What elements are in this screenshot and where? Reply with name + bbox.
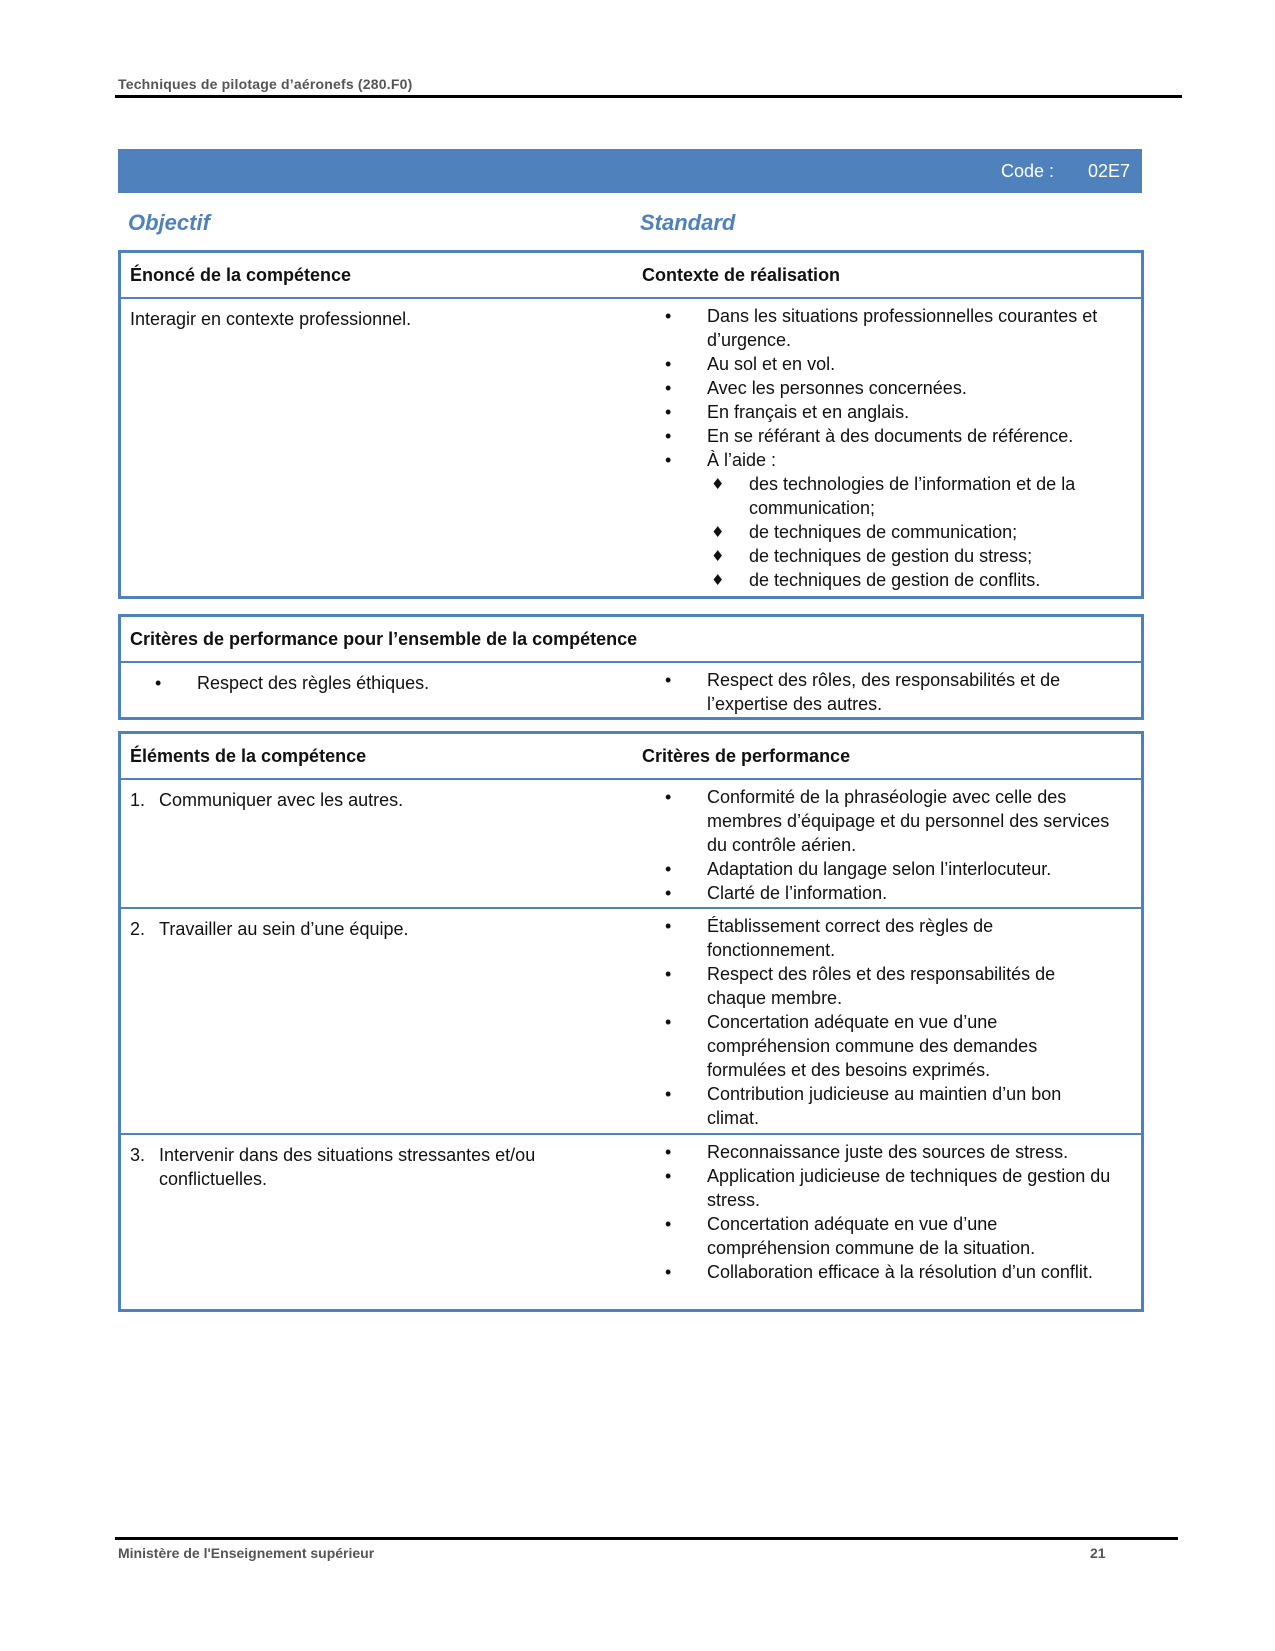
list-item bbox=[665, 1140, 1117, 1164]
element-row-2 bbox=[121, 909, 1141, 1135]
element-1 bbox=[130, 788, 629, 812]
criteres-ensemble-header bbox=[121, 617, 1141, 663]
criteres-ensemble-box bbox=[118, 614, 1144, 720]
list-item bbox=[665, 376, 1117, 400]
aide-item-text: de techniques de communication; bbox=[749, 522, 1018, 542]
criteria-text: Établissement correct des règles de fonctionnement. bbox=[707, 916, 994, 960]
list-item bbox=[665, 668, 1117, 716]
element-text: Travailler au sein d’une équipe. bbox=[159, 919, 409, 939]
list-item bbox=[665, 881, 1117, 905]
list-item bbox=[665, 1212, 1117, 1260]
heading-objectif: Objectif bbox=[128, 210, 210, 235]
list-item bbox=[665, 520, 1117, 544]
criteres-right-text: Respect des rôles, des responsabilités et de l’expertise des autres. bbox=[707, 670, 1061, 714]
enonce-box-header bbox=[121, 253, 1141, 299]
element-number: 2. bbox=[130, 919, 146, 939]
enonce-title: Énoncé de la compétence bbox=[130, 265, 352, 285]
page-number: 21 bbox=[1090, 1545, 1106, 1561]
element-number: 1. bbox=[130, 790, 146, 810]
bullet-icon: • bbox=[665, 964, 672, 984]
bullet-icon: • bbox=[665, 883, 672, 903]
context-item-text: En français et en anglais. bbox=[707, 402, 910, 422]
contexte-title: Contexte de réalisation bbox=[642, 265, 841, 285]
bullet-icon: • bbox=[665, 787, 672, 807]
elements-box bbox=[118, 731, 1144, 1312]
bullet-icon: • bbox=[665, 426, 672, 446]
criteria-text: Clarté de l’information. bbox=[707, 883, 888, 903]
bullet-icon: • bbox=[155, 673, 162, 693]
criteria-text: Adaptation du langage selon l’interlocuteur. bbox=[707, 859, 1052, 879]
element-text: Intervenir dans des situations stressantes et/ou conflictuelles. bbox=[159, 1145, 536, 1189]
element-number: 3. bbox=[130, 1145, 146, 1165]
competence-statement: Interagir en contexte professionnel. bbox=[130, 309, 412, 329]
aide-item-text: de techniques de gestion du stress; bbox=[749, 546, 1033, 566]
criteria-text: Reconnaissance juste des sources de stress. bbox=[707, 1142, 1069, 1162]
criteres-performance-title: Critères de performance bbox=[642, 746, 851, 766]
aide-item-text: des technologies de l’information et de la communication; bbox=[749, 474, 1076, 518]
list-item bbox=[665, 962, 1117, 1010]
bullet-icon: • bbox=[665, 1262, 672, 1282]
list-item bbox=[665, 1010, 1117, 1082]
bullet-icon: • bbox=[665, 354, 672, 374]
diamond-icon: ♦ bbox=[711, 547, 725, 565]
criteria-text: Concertation adéquate en vue d’une compréhension commune de la situation. bbox=[707, 1214, 1036, 1258]
criteria-text: Respect des rôles et des responsabilités de chaque membre. bbox=[707, 964, 1056, 1008]
aide-item-text: de techniques de gestion de conflits. bbox=[749, 570, 1041, 590]
criteres-ensemble-row bbox=[121, 663, 1141, 715]
criteria-text: Collaboration efficace à la résolution d’un conflit. bbox=[707, 1262, 1093, 1282]
criteres-right-list bbox=[665, 668, 1117, 716]
elements-title: Éléments de la compétence bbox=[130, 746, 367, 766]
list-item bbox=[665, 1082, 1117, 1130]
bullet-icon: • bbox=[665, 450, 672, 470]
bullet-icon: • bbox=[665, 1012, 672, 1032]
diamond-icon: ♦ bbox=[711, 475, 725, 493]
bullet-icon: • bbox=[665, 1142, 672, 1162]
document-header-title: Techniques de pilotage d’aéronefs (280.F0) bbox=[118, 76, 413, 92]
criteria-text: Concertation adéquate en vue d’une compréhension commune des demandes formulées et des besoins exprimés. bbox=[707, 1012, 1038, 1080]
footer-rule bbox=[115, 1537, 1178, 1540]
code-label: Code : bbox=[1000, 161, 1054, 181]
bullet-icon: • bbox=[665, 402, 672, 422]
context-item-text: En se référant à des documents de référence. bbox=[707, 426, 1074, 446]
criteres-left-text: Respect des règles éthiques. bbox=[197, 673, 430, 693]
criteria-list-3 bbox=[665, 1140, 1117, 1284]
list-item bbox=[665, 914, 1117, 962]
bullet-icon: • bbox=[665, 306, 672, 326]
context-item-text: À l’aide : bbox=[707, 450, 777, 470]
criteria-list-2 bbox=[665, 914, 1117, 1130]
criteres-left-item bbox=[155, 671, 657, 695]
elements-box-header bbox=[121, 734, 1141, 780]
list-item bbox=[665, 448, 1117, 592]
list-item bbox=[665, 1164, 1117, 1212]
code-banner bbox=[118, 149, 1142, 193]
bullet-icon: • bbox=[665, 1214, 672, 1234]
element-2 bbox=[130, 917, 629, 941]
context-item-text: Avec les personnes concernées. bbox=[707, 378, 967, 398]
list-item bbox=[665, 544, 1117, 568]
element-text: Communiquer avec les autres. bbox=[159, 790, 404, 810]
bullet-icon: • bbox=[665, 916, 672, 936]
list-item bbox=[665, 472, 1117, 520]
list-item bbox=[665, 785, 1117, 857]
contexte-list bbox=[665, 304, 1117, 592]
bullet-icon: • bbox=[665, 1084, 672, 1104]
diamond-icon: ♦ bbox=[711, 523, 725, 541]
enonce-box bbox=[118, 250, 1144, 599]
footer-ministry: Ministère de l'Enseignement supérieur bbox=[118, 1545, 375, 1561]
bullet-icon: • bbox=[665, 1166, 672, 1186]
criteria-text: Conformité de la phraséologie avec celle des membres d’équipage et du personnel des services du contrôle aérien. bbox=[707, 787, 1110, 855]
aide-sublist bbox=[707, 472, 1117, 592]
criteria-text: Contribution judicieuse au maintien d’un bon climat. bbox=[707, 1084, 1062, 1128]
criteria-text: Application judicieuse de techniques de gestion du stress. bbox=[707, 1166, 1111, 1210]
context-item-text: Dans les situations professionnelles courantes et d’urgence. bbox=[707, 306, 1098, 350]
list-item bbox=[665, 304, 1117, 352]
list-item bbox=[665, 400, 1117, 424]
bullet-icon: • bbox=[665, 670, 672, 690]
element-row-1 bbox=[121, 780, 1141, 909]
heading-standard: Standard bbox=[640, 210, 736, 235]
element-3 bbox=[130, 1143, 629, 1191]
element-row-3 bbox=[121, 1135, 1141, 1307]
context-item-text: Au sol et en vol. bbox=[707, 354, 836, 374]
criteria-list-1 bbox=[665, 785, 1117, 905]
header-rule bbox=[115, 95, 1182, 98]
bullet-icon: • bbox=[665, 378, 672, 398]
list-item bbox=[665, 352, 1117, 376]
diamond-icon: ♦ bbox=[711, 571, 725, 589]
list-item bbox=[665, 1260, 1117, 1284]
enonce-row bbox=[121, 299, 1141, 594]
list-item bbox=[665, 424, 1117, 448]
code-value: 02E7 bbox=[1087, 161, 1130, 181]
list-item bbox=[665, 857, 1117, 881]
list-item bbox=[665, 568, 1117, 592]
bullet-icon: • bbox=[665, 859, 672, 879]
criteres-ensemble-title: Critères de performance pour l’ensemble de la compétence bbox=[130, 629, 638, 649]
